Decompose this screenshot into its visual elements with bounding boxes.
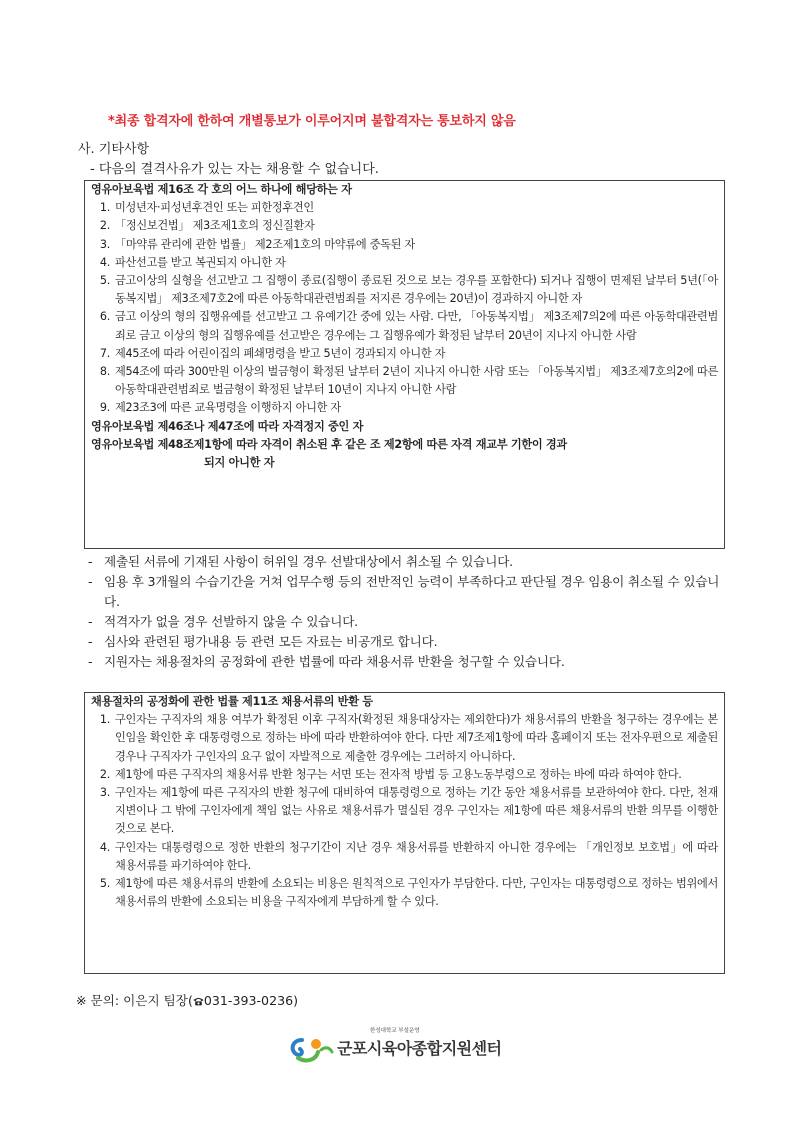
logo-mark-icon	[288, 1036, 334, 1064]
box-heading: 영유아보육법 제16조 각 호의 어느 하나에 해당하는 자	[91, 183, 352, 196]
box-footer-2-line2: 되지 아니한 자	[204, 456, 275, 470]
item-number: 4.	[99, 840, 110, 854]
section-lead: - 다음의 결격사유가 있는 자는 채용할 수 없습니다.	[90, 162, 379, 177]
list-item	[91, 399, 718, 417]
item-number: 5.	[99, 274, 110, 288]
note-text: 적격자가 없을 경우 선발하지 않을 수 있습니다.	[104, 613, 358, 629]
center-logo	[288, 1026, 528, 1066]
item-number: 6.	[99, 310, 110, 324]
list-item	[91, 217, 718, 235]
list-item	[91, 875, 718, 911]
return-list	[91, 711, 718, 911]
item-number: 4.	[99, 255, 110, 269]
note-dash: -	[88, 573, 93, 589]
item-text: 「마약류 관리에 관한 법률」 제2조제1호의 마약류에 중독된 자	[115, 237, 415, 251]
contact-line	[76, 990, 298, 1009]
list-item	[91, 711, 718, 766]
notes-list	[88, 552, 728, 671]
logo-subtitle: 한성대학교 부설운영	[370, 1028, 420, 1034]
item-number: 1.	[99, 713, 110, 727]
item-text: 금고이상의 실형을 선고받고 그 집행이 종료(집행이 종료된 것으로 보는 경우를 포함한다) 되거나 집행이 면제된 날부터 5년(「아동복지법」 제3조제7호2에 따른 아동학대관련범죄를 저지른 경우에는 20년)이 경과하지 아니한 자	[115, 274, 718, 306]
item-text: 금고 이상의 형의 집행유예를 선고받고 그 유예기간 중에 있는 사람. 다만, 「아동복지법」 제3조제7의2에 따른 아동학대관련범죄로 금고 이상의 형의 집행유예를 선고받은 경우에는 그 집행유예가 확정된 날부터 20년이 지나지 아니한 사람	[115, 310, 718, 342]
contact-prefix: ※ 문의: 이은지 팀장(	[76, 993, 193, 1008]
box-footer-2-line1: 영유아보육법 제48조제1항에 따라 자격이 취소된 후 같은 조 제2항에 따른 자격 재교부 기한이 경과	[91, 437, 567, 451]
item-number: 5.	[99, 877, 110, 891]
note-item	[88, 572, 728, 612]
list-item	[91, 784, 718, 839]
item-number: 8.	[99, 365, 110, 379]
item-number: 7.	[99, 346, 110, 360]
item-number: 2.	[99, 767, 110, 781]
item-text: 제23조3에 따른 교육명령을 이행하지 아니한 자	[115, 401, 341, 415]
note-dash: -	[88, 653, 93, 669]
document-return-box	[84, 692, 725, 974]
note-text: 지원자는 채용절차의 공정화에 관한 법률에 따라 채용서류 반환을 청구할 수 있습니다.	[104, 653, 565, 669]
item-text: 구인자는 대통령령으로 정한 반환의 청구기간이 지난 경우 채용서류를 반환하지 아니한 경우에는 「개인정보 보호법」에 따라 채용서류를 파기하여야 한다.	[115, 840, 718, 872]
disqualification-box	[84, 180, 725, 549]
note-item	[88, 612, 728, 632]
note-item	[88, 552, 728, 572]
notice-text: *최종 합격자에 한하여 개별통보가 이루어지며 불합격자는 통보하지 않음	[108, 114, 516, 129]
contact-phone: 031-393-0236)	[203, 993, 299, 1008]
list-item	[91, 308, 718, 344]
item-number: 3.	[99, 786, 110, 800]
item-text: 제45조에 따라 어린이집의 폐쇄명령을 받고 5년이 경과되지 아니한 자	[115, 346, 446, 360]
item-text: 파산선고를 받고 복권되지 아니한 자	[115, 255, 286, 269]
item-number: 2.	[99, 219, 110, 233]
list-item	[91, 345, 718, 363]
note-dash: -	[88, 633, 93, 649]
logo-name: 군포시육아종합지원센터	[337, 1039, 502, 1058]
box-footer-2	[91, 436, 718, 472]
item-number: 1.	[99, 201, 110, 215]
item-text: 구인자는 제1항에 따른 구직자의 반환 청구에 대비하여 대통령령으로 정하는 기간 동안 채용서류를 보관하여야 한다. 다만, 천재지변이나 그 밖에 구인자에게 책임 없는 사유로 채용서류가 멸실된 경우 구인자는 제1항에 따른 채용서류의 반환 의무를 이행한 것으로 본다.	[115, 786, 718, 836]
note-text: 제출된 서류에 기재된 사항이 허위일 경우 선발대상에서 취소될 수 있습니다.	[104, 554, 513, 569]
note-item	[88, 652, 728, 672]
list-item	[91, 199, 718, 217]
item-number: 3.	[99, 237, 110, 251]
item-number: 9.	[99, 401, 110, 415]
item-text: 제54조에 따라 300만원 이상의 벌금형이 확정된 날부터 2년이 지나지 아니한 사람 또는 「아동복지법」 제3조제7호의2에 따른 아동학대관련범죄로 벌금형이 확정된 날부터 10년이 지나지 아니한 사람	[115, 365, 718, 397]
item-text: 구인자는 구직자의 채용 여부가 확정된 이후 구직자(확정된 채용대상자는 제외한다)가 채용서류의 반환을 청구하는 경우에는 본인임을 확인한 후 대통령령으로 정하는 바에 따라 반환하여야 한다. 다만 제7조제1항에 따라 홈페이지 또는 전자우편으로 제출된 경우나 구직자가 구인자의 요구 없이 자발적으로 제출한 경우에는 그러하지 아니하다.	[115, 713, 718, 763]
box-footer-1: 영유아보육법 제46조나 제47조에 따라 자격정지 중인 자	[91, 419, 364, 433]
phone-icon	[193, 997, 204, 1006]
list-item	[91, 766, 718, 784]
note-dash: -	[88, 554, 93, 569]
disqualification-list	[91, 199, 718, 417]
list-item	[91, 839, 718, 875]
item-text: 제1항에 따른 구직자의 채용서류 반환 청구는 서면 또는 전자적 방법 등 고용노동부령으로 정하는 바에 따라 하여야 한다.	[115, 767, 682, 781]
list-item	[91, 363, 718, 399]
section-title: 사. 기타사항	[78, 142, 150, 157]
note-text: 임용 후 3개월의 수습기간을 거쳐 업무수행 등의 전반적인 능력이 부족하다고 판단될 경우 임용이 취소될 수 있습니다.	[104, 573, 720, 609]
note-item	[88, 632, 728, 652]
item-text: 「정신보건법」 제3조제1호의 정신질환자	[115, 219, 315, 233]
list-item	[91, 236, 718, 254]
item-text: 미성년자·피성년후견인 또는 피한정후견인	[115, 201, 314, 215]
note-text: 심사와 관련된 평가내용 등 관련 모든 자료는 비공개로 합니다.	[104, 633, 438, 649]
item-text: 제1항에 따른 채용서류의 반환에 소요되는 비용은 원칙적으로 구인자가 부담한다. 다만, 구인자는 대통령령으로 정하는 범위에서 채용서류의 반환에 소요되는 비용을 구직자에게 부담하게 할 수 있다.	[115, 877, 718, 909]
list-item	[91, 254, 718, 272]
note-dash: -	[88, 613, 93, 629]
list-item	[91, 272, 718, 308]
box-heading: 채용절차의 공정화에 관한 법률 제11조 채용서류의 반환 등	[91, 695, 373, 708]
